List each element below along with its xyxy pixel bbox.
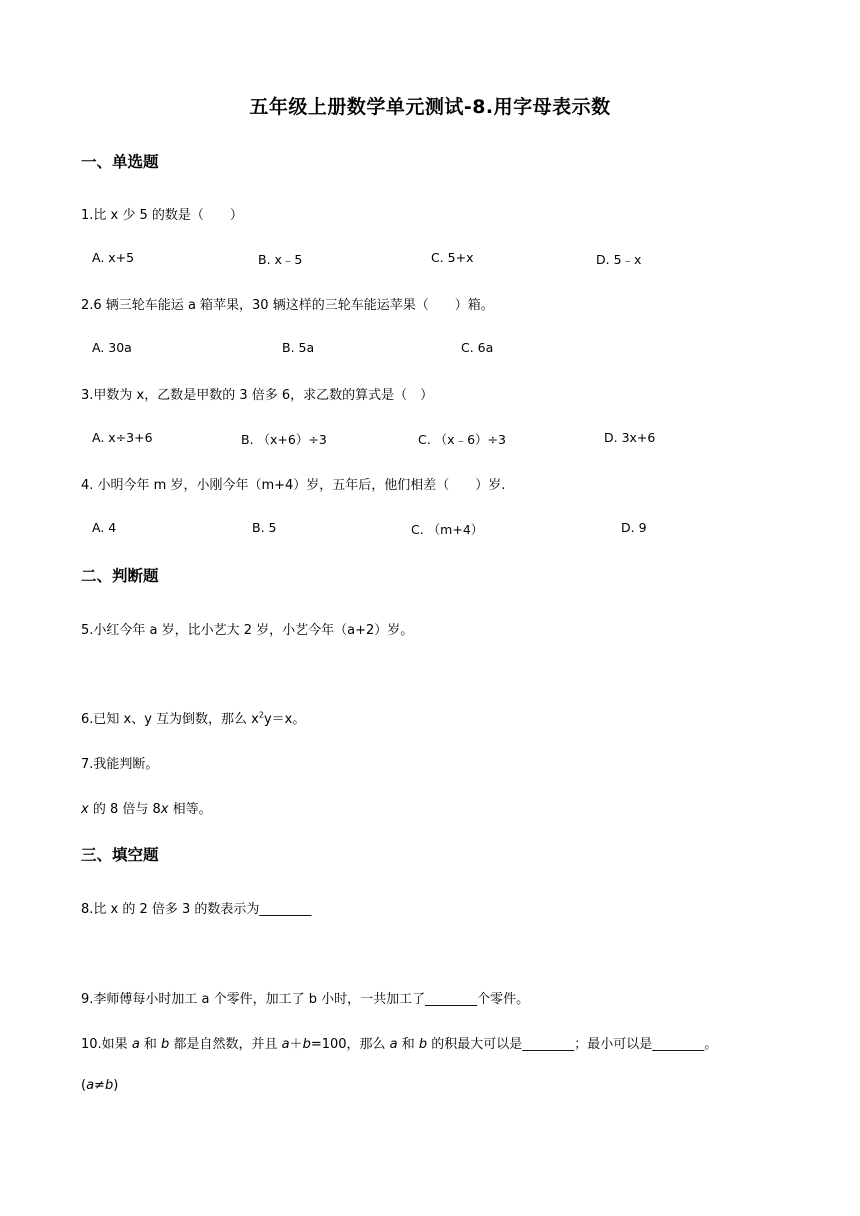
question-10-note — [81, 1078, 118, 1093]
q1-option-c: C. 5+x — [431, 250, 474, 265]
q6-suffix: y＝x。 — [263, 712, 306, 727]
q10-text: 都是自然数，并且 — [169, 1037, 282, 1052]
q10-var-b: b — [302, 1037, 311, 1052]
q1-option-a: A. x+5 — [92, 250, 135, 265]
q4-option-a: A. 4 — [92, 520, 117, 535]
q1-option-b: B. x﹣5 — [258, 252, 303, 267]
q10-text: 和 — [139, 1037, 162, 1052]
page-title: 五年级上册数学单元测试-8.用字母表示数 — [249, 96, 611, 118]
q10-note-paren: ) — [113, 1078, 119, 1093]
q10-note-paren: ( — [81, 1078, 87, 1093]
q10-var-b: b — [418, 1037, 428, 1052]
question-10-stem — [81, 1033, 717, 1052]
q7-variable-x-2: x — [160, 802, 169, 817]
question-1-stem: 1.比 x 少 5 的数是（ ） — [81, 208, 243, 223]
q10-note-var-a: a — [86, 1078, 95, 1093]
q6-exponent: 2 — [258, 710, 264, 720]
q4-option-b: B. 5 — [252, 520, 277, 535]
q7-text-end: 相等。 — [168, 802, 212, 817]
q4-option-d: D. 9 — [621, 520, 647, 535]
question-8-stem: 8.比 x 的 2 倍多 3 的数表示为________ — [81, 902, 312, 917]
q10-plus: ＋ — [289, 1037, 303, 1052]
q3-option-d: D. 3x+6 — [604, 430, 656, 445]
q10-var-a: a — [389, 1037, 398, 1052]
question-4-stem: 4. 小明今年 m 岁，小刚今年（m+4）岁，五年后，他们相差（ ）岁. — [81, 478, 506, 493]
q3-option-b: B. （x+6）÷3 — [241, 432, 327, 447]
q10-var-a: a — [131, 1037, 140, 1052]
q10-note-var-b: b — [104, 1078, 114, 1093]
q10-var-b: b — [161, 1037, 170, 1052]
q1-option-d: D. 5﹣x — [596, 252, 642, 267]
q10-text: =100，那么 — [310, 1037, 390, 1052]
q6-prefix: 6.已知 x、y 互为倒数，那么 x — [81, 712, 259, 727]
section-heading-fill-blank: 三、填空题 — [81, 846, 159, 864]
q2-option-b: B. 5a — [282, 340, 315, 355]
q3-option-c: C. （x﹣6）÷3 — [418, 432, 506, 447]
section-heading-single-choice: 一、单选题 — [81, 153, 159, 171]
question-6-stem — [81, 708, 305, 727]
section-heading-true-false: 二、判断题 — [81, 567, 159, 585]
q2-option-a: A. 30a — [92, 340, 132, 355]
q10-text: 和 — [397, 1037, 419, 1052]
q3-option-a: A. x÷3+6 — [92, 430, 153, 445]
q10-text: 10.如果 — [81, 1037, 132, 1052]
q7-text-mid: 的 8 倍与 8 — [88, 802, 161, 817]
q2-option-c: C. 6a — [461, 340, 494, 355]
q4-option-c: C. （m+4） — [411, 522, 484, 537]
q7-variable-x: x — [81, 802, 89, 817]
question-5-stem: 5.小红今年 a 岁，比小艺大 2 岁，小艺今年（a+2）岁。 — [81, 623, 414, 638]
question-7-statement — [81, 798, 212, 817]
question-2-stem: 2.6 辆三轮车能运 a 箱苹果，30 辆这样的三轮车能运苹果（ ）箱。 — [81, 298, 494, 313]
question-9-stem: 9.李师傅每小时加工 a 个零件，加工了 b 小时，一共加工了________个零件。 — [81, 992, 530, 1007]
q10-var-a: a — [281, 1037, 290, 1052]
question-3-stem: 3.甲数为 x，乙数是甲数的 3 倍多 6，求乙数的算式是（ ） — [81, 388, 434, 403]
q10-text: 的积最大可以是________；最小可以是________。 — [427, 1037, 718, 1052]
q10-note-not-equal: ≠ — [94, 1078, 105, 1093]
question-7-stem: 7.我能判断。 — [81, 757, 159, 772]
